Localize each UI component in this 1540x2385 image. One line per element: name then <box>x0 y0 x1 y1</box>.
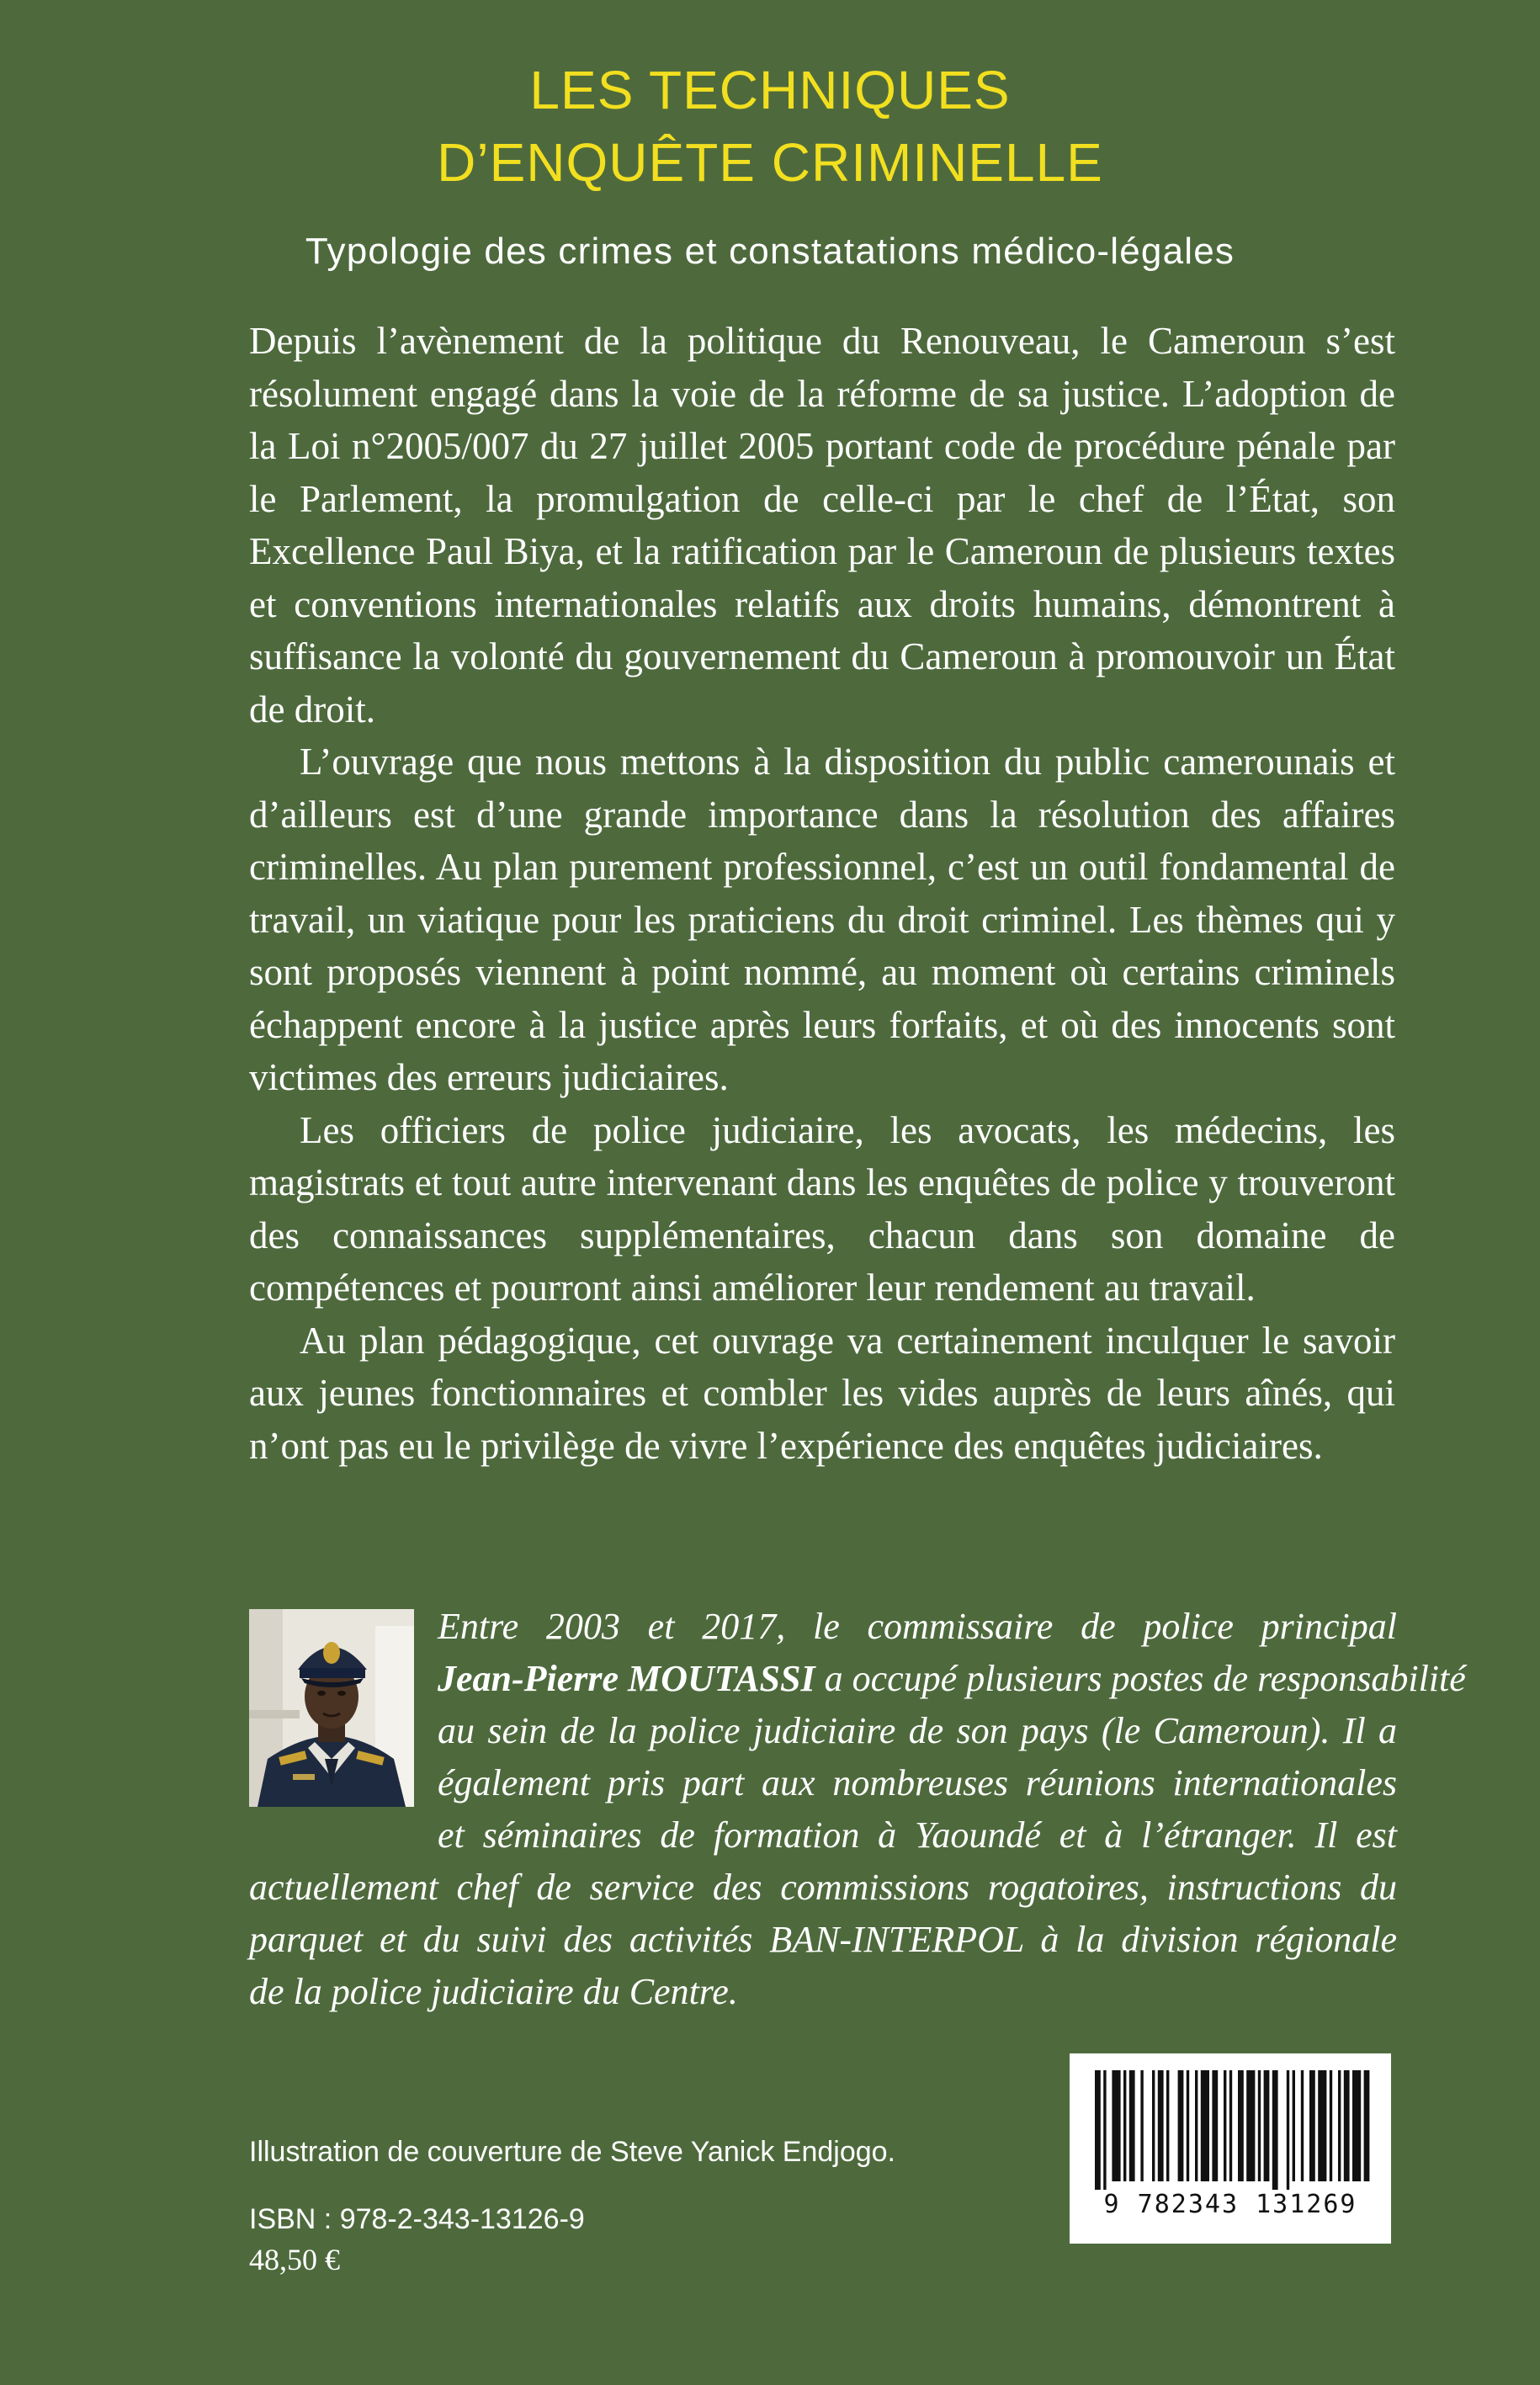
barcode-bar <box>1103 2070 1106 2190</box>
title-line-1: LES TECHNIQUES <box>529 60 1011 120</box>
barcode-bar <box>1246 2070 1255 2181</box>
barcode-bar <box>1201 2070 1209 2181</box>
bio-line-8: de la police judiciaire du Centre. <box>249 1971 738 2012</box>
barcode-bar <box>1264 2070 1270 2181</box>
barcode-bar <box>1187 2070 1189 2181</box>
subtitle: Typologie des crimes et constatations médico-légales <box>305 231 1235 272</box>
cover-illustration-credit: Illustration de couverture de Steve Yanick Endjogo. <box>249 2136 895 2168</box>
barcode-bars <box>1090 2070 1371 2190</box>
bio-line-3: au sein de la police judiciaire de son pays (le Cameroun). Il a <box>438 1710 1397 1751</box>
author-photo <box>249 1609 414 1807</box>
barcode-bar <box>1158 2070 1164 2181</box>
author-bio-top <box>438 1601 1466 1809</box>
barcode-bar <box>1195 2070 1197 2181</box>
barcode-bar <box>1229 2070 1232 2181</box>
summary-paragraph-2: L’ouvrage que nous mettons à la disposition du public camerounais et d’ailleurs est d’une grande importance dans la résolution des affaires criminelles. Au plan purement professionnel, c’est un outil fondamental de travail, un viatique pour les praticiens du droit criminel. Les thèmes qui y sont proposés viennent à point nommé, au moment où certains criminels échappent encore à la justice après leurs forfaits, et où des innocents sont victimes des erreurs judiciaires. <box>249 741 1395 1098</box>
barcode-bar <box>1152 2070 1155 2181</box>
bio-line-2-rest: a occupé plusieurs postes de responsabilité <box>815 1658 1466 1699</box>
bio-line-4: également pris part aux nombreuses réunions internationales <box>438 1762 1397 1803</box>
barcode-bar <box>1293 2070 1295 2181</box>
barcode-bar <box>1178 2070 1184 2181</box>
isbn: ISBN : 978-2-343-13126-9 <box>249 2203 585 2235</box>
barcode-bar <box>1330 2070 1332 2181</box>
barcode-bar <box>1129 2070 1135 2181</box>
summary-paragraph-1: Depuis l’avènement de la politique du Renouveau, le Cameroun s’est résolument engagé dans la voie de la réforme de sa justice. L’adoption de la Loi n°2005/007 du 27 juillet 2005 portant code de procédure pénale par le Parlement, la promulgation de celle-ci par le chef de l’État, son Excellence Paul Biya, et la ratification par le Cameroun de plusieurs textes et conventions internationales relatifs aux droits humains, démontrent à suffisance la volonté du gouvernement du Cameroun à promouvoir un État de droit. <box>249 320 1395 730</box>
barcode <box>1070 2053 1391 2244</box>
author-portrait-image <box>249 1609 414 1807</box>
barcode-bar <box>1258 2070 1261 2181</box>
barcode-bar <box>1301 2070 1304 2181</box>
bio-line-2 <box>438 1653 1466 1705</box>
barcode-bar <box>1318 2070 1326 2181</box>
bio-line-7: parquet et du suivi des activités BAN-INTERPOL à la division régionale <box>249 1919 1397 1960</box>
summary-paragraph-3: Les officiers de police judiciaire, les avocats, les médecins, les magistrats et tout autre intervenant dans les enquêtes de police y trouveront des connaissances supplémentaires, chacun dans son domaine de compétences et pourront ainsi améliorer leur rendement au travail. <box>249 1108 1395 1309</box>
barcode-bar <box>1166 2070 1169 2181</box>
barcode-bar <box>1212 2070 1218 2181</box>
title-line-2: D’ENQUÊTE CRIMINELLE <box>437 132 1103 193</box>
price: 48,50 € <box>249 2243 340 2276</box>
barcode-bar <box>1095 2070 1101 2190</box>
bio-line-1: Entre 2003 et 2017, le commissaire de police principal <box>438 1606 1397 1647</box>
bio-line-5: et séminaires de formation à Yaoundé et à l’étranger. Il est <box>438 1814 1397 1856</box>
barcode-bar <box>1112 2070 1120 2181</box>
author-bio-bottom <box>249 1809 1397 2018</box>
barcode-bar <box>1238 2070 1244 2181</box>
barcode-bar <box>1224 2070 1226 2181</box>
barcode-bar <box>1287 2070 1289 2190</box>
barcode-bar <box>1344 2070 1350 2181</box>
author-name-rest: OUTASSI <box>661 1658 815 1699</box>
author-name-first: Jean-Pierre M <box>438 1658 661 1699</box>
barcode-bar <box>1352 2070 1361 2181</box>
barcode-bar <box>1272 2070 1278 2190</box>
barcode-bar <box>1338 2070 1341 2181</box>
barcode-number: 9 782343 131269 <box>1103 2190 1357 2219</box>
barcode-bar <box>1364 2070 1370 2181</box>
summary-text <box>249 315 1395 1472</box>
barcode-bar <box>1123 2070 1126 2181</box>
barcode-bar <box>1309 2070 1315 2181</box>
summary-paragraph-4: Au plan pédagogique, cet ouvrage va certainement inculquer le savoir aux jeunes fonctionnaires et combler les vides auprès de leurs aînés, qui n’ont pas eu le privilège de vivre l’expérience des enquêtes judiciaires. <box>249 1319 1395 1467</box>
barcode-bar <box>1140 2070 1143 2181</box>
bio-line-6: actuellement chef de service des commissions rogatoires, instructions du <box>249 1867 1397 1908</box>
